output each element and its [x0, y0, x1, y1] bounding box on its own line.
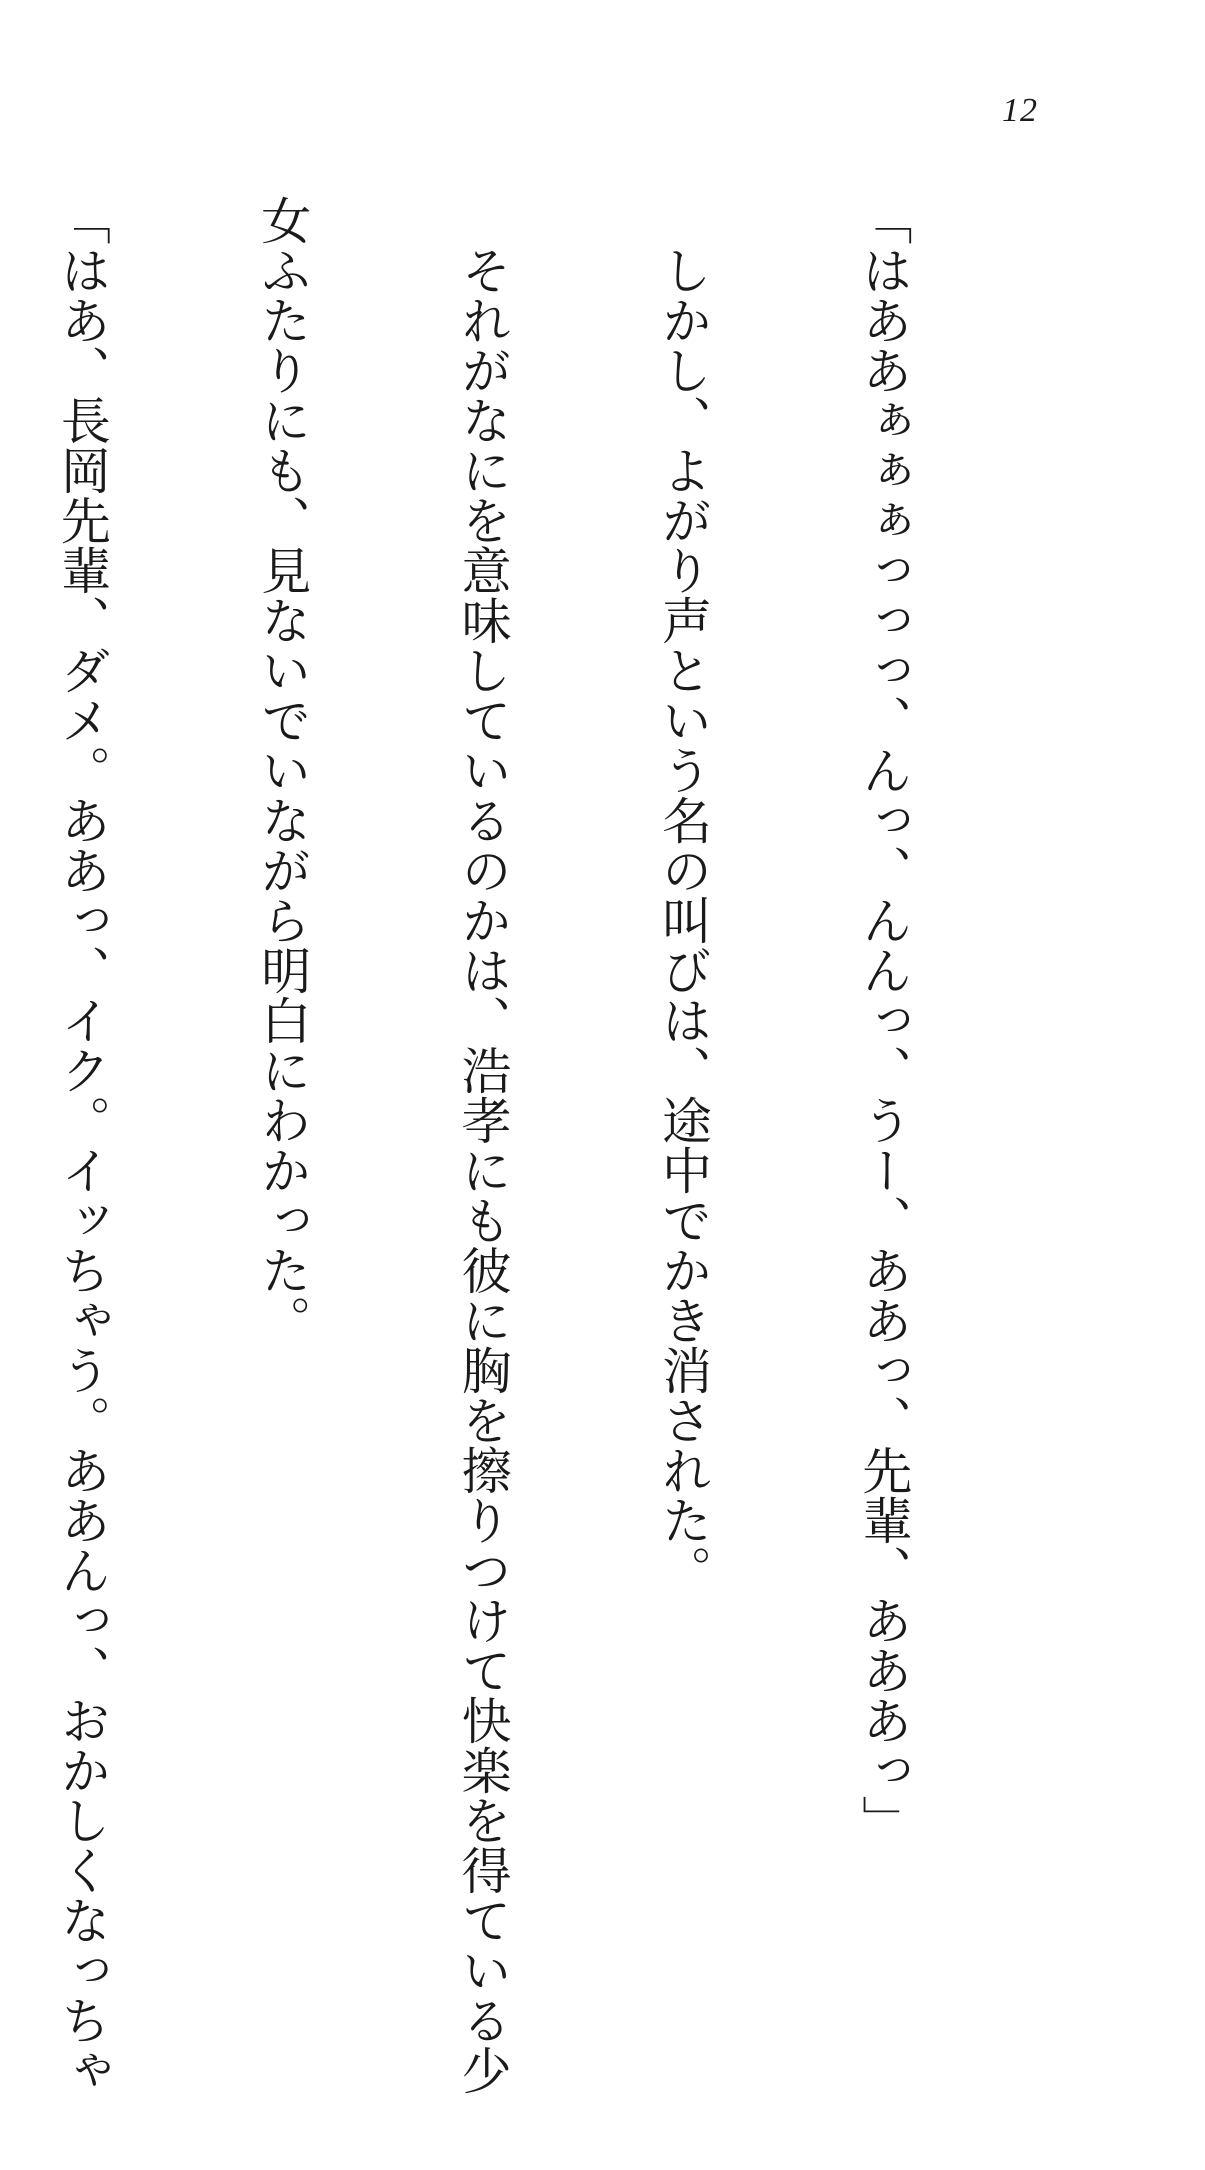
text-line-5: 「はあ、長岡先輩、ダメ。ああっ、イク。イッちゃう。ああんっ、おかしくなっちゃ — [52, 195, 111, 2095]
text-line-1: 「はああぁぁぁっっっ、んっ、んんっ、うー、ああっ、先輩、あああっ」 — [854, 195, 913, 1845]
text-line-3: それがなにを意味しているのかは、浩孝にも彼に胸を擦りつけて快楽を得ている少 — [453, 195, 512, 2095]
text-line-4: 女ふたりにも、見ないでいながら明白にわかった。 — [253, 195, 312, 1345]
page-number: 12 — [1002, 92, 1038, 129]
vertical-text-body — [52, 195, 1050, 2095]
text-line-2: しかし、よがり声という名の叫びは、途中でかき消された。 — [654, 195, 713, 1595]
